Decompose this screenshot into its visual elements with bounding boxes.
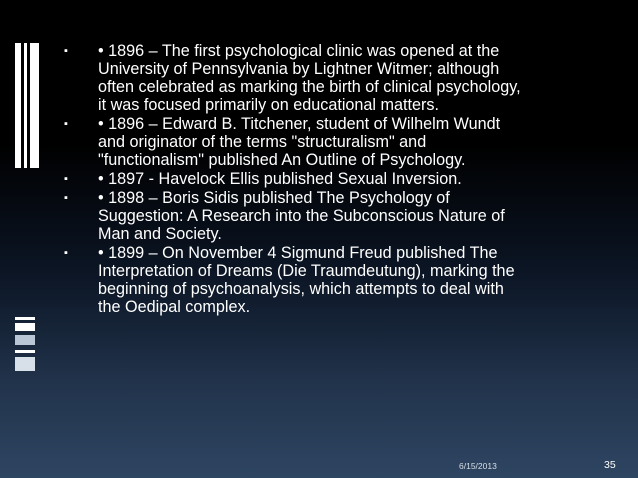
square-bullet-icon: ▪: [64, 173, 68, 185]
accent-bar: [15, 335, 35, 345]
timeline-item: [60, 244, 612, 316]
timeline-item: [60, 42, 612, 114]
accent-bar: [15, 43, 21, 168]
slide-body: [60, 42, 612, 317]
accent-bar: [15, 357, 35, 371]
square-bullet-icon: ▪: [64, 45, 68, 57]
accent-bar: [15, 323, 35, 331]
timeline-item: [60, 189, 612, 243]
timeline-item-text: • 1898 – Boris Sidis published The Psychology of Suggestion: A Research into the Subconscious Nature of Man and Society.: [98, 189, 505, 243]
decorative-accent-bars-top: [15, 43, 39, 168]
timeline-item-text: • 1897 - Havelock Ellis published Sexual Inversion.: [98, 170, 462, 188]
timeline-item-text: • 1896 – The first psychological clinic was opened at the University of Pennsylvania by Lightner Witmer; although often celebrated as marking the birth of clinical psychology, it was focused primarily on educational matters.: [98, 42, 521, 114]
square-bullet-icon: ▪: [64, 247, 68, 259]
accent-bar: [15, 317, 35, 320]
accent-bar: [30, 43, 39, 168]
timeline-item: [60, 115, 612, 169]
slide-page-number: 35: [604, 459, 616, 471]
timeline-item-text: • 1896 – Edward B. Titchener, student of Wilhelm Wundt and originator of the terms "structuralism" and "functionalism" published An Outline of Psychology.: [98, 115, 501, 169]
accent-bar: [15, 350, 35, 353]
slide-date: 6/15/2013: [459, 461, 497, 471]
decorative-accent-bars-bottom: [15, 317, 35, 373]
square-bullet-icon: ▪: [64, 192, 68, 204]
timeline-item-text: • 1899 – On November 4 Sigmund Freud published The Interpretation of Dreams (Die Traumdeutung), marking the beginning of psychoanalysis, which attempts to deal with the Oedipal complex.: [98, 244, 515, 316]
timeline-item: [60, 170, 612, 188]
accent-bar: [24, 43, 27, 168]
square-bullet-icon: ▪: [64, 118, 68, 130]
